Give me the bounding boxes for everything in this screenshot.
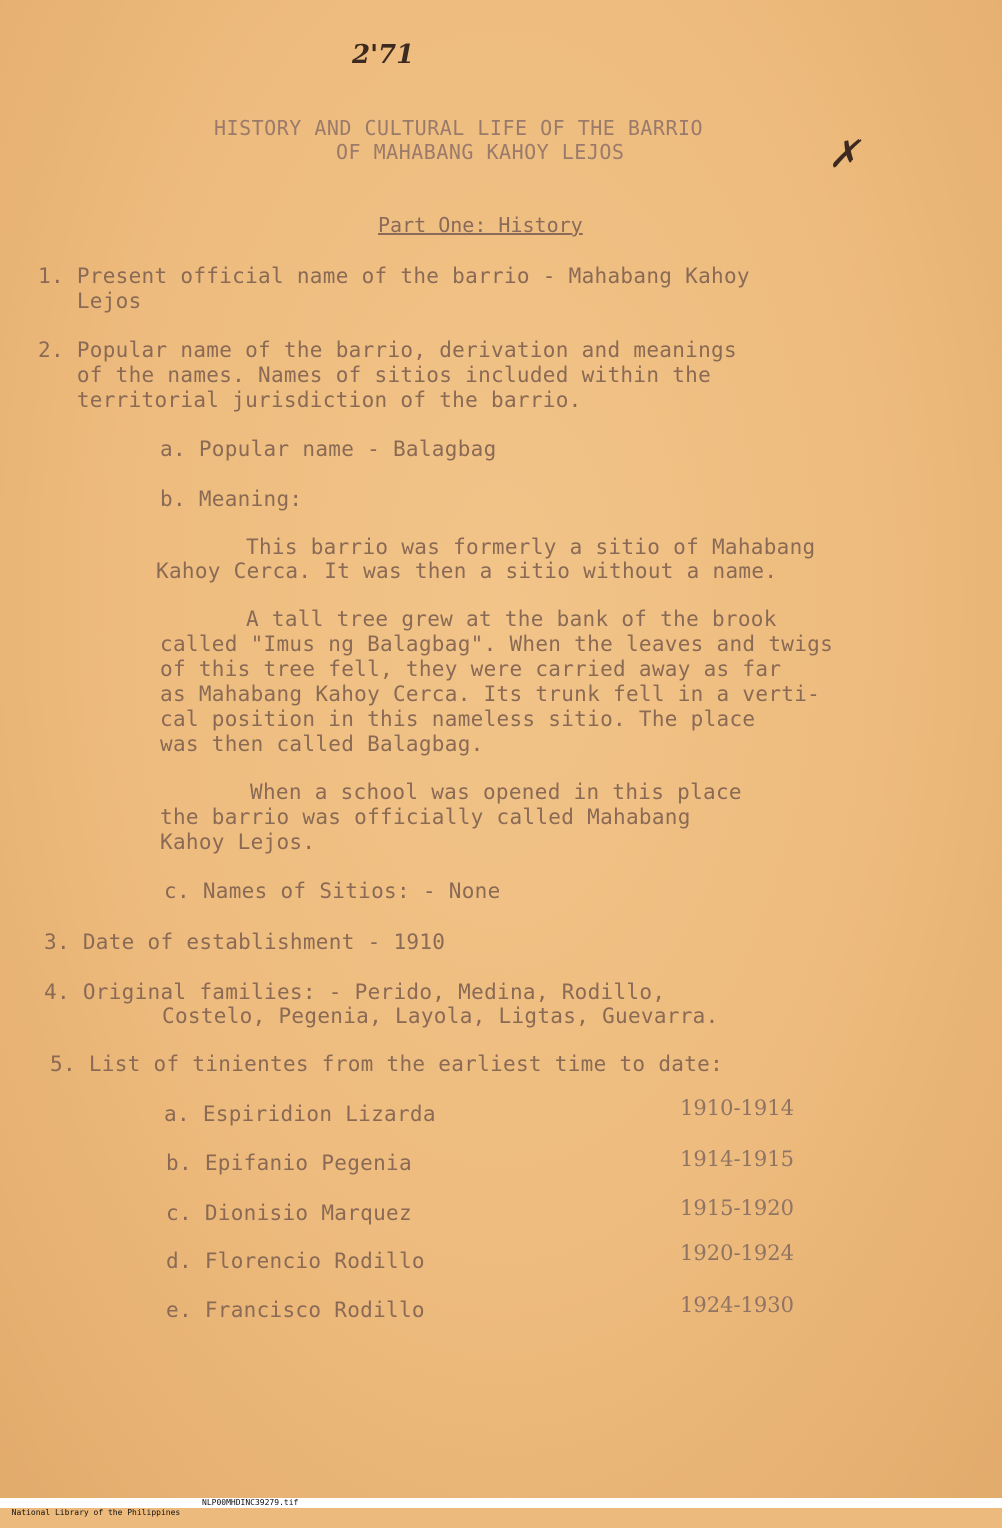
para-1-line-2: Kahoy Cerca. It was then a sitio without a name. xyxy=(156,559,778,583)
tiniente-name: b. Epifanio Pegenia xyxy=(166,1151,412,1175)
para-2-line-6: was then called Balagbag. xyxy=(160,732,484,756)
para-3-line-2: the barrio was officially called Mahabang xyxy=(160,805,691,829)
tiniente-name: e. Francisco Rodillo xyxy=(166,1298,425,1322)
item-2b: b. Meaning: xyxy=(160,487,303,511)
scan-footer xyxy=(0,1498,1002,1517)
document-title-line-2: OF MAHABANG KAHOY LEJOS xyxy=(336,140,625,164)
para-2-line-5: cal position in this nameless sitio. The place xyxy=(160,707,756,731)
item-4-line-2: Costelo, Pegenia, Layola, Ligtas, Guevarra. xyxy=(162,1004,719,1028)
item-5: 5. List of tinientes from the earliest time to date: xyxy=(50,1052,724,1076)
item-2-line-2: of the names. Names of sitios included within the xyxy=(38,363,712,387)
tiniente-years: 1920-1924 xyxy=(680,1241,794,1265)
para-3-line-3: Kahoy Lejos. xyxy=(160,830,316,854)
tiniente-name: d. Florencio Rodillo xyxy=(166,1249,425,1273)
handwritten-page-number: 2'71 xyxy=(352,40,415,70)
item-2a: a. Popular name - Balagbag xyxy=(160,437,497,461)
para-1-line-1: This barrio was formerly a sitio of Mahabang xyxy=(246,535,816,559)
item-1-line-1: 1. Present official name of the barrio - Mahabang Kahoy xyxy=(38,264,750,288)
para-2-line-2: called "Imus ng Balagbag". When the leaves and twigs xyxy=(160,632,834,656)
item-1-line-2: Lejos xyxy=(38,289,142,313)
item-4-line-1: 4. Original families: - Perido, Medina, Rodillo, xyxy=(44,980,666,1004)
tiniente-name: c. Dionisio Marquez xyxy=(166,1201,412,1225)
handwritten-check-mark: ✗ xyxy=(828,132,860,176)
part-heading: Part One: History xyxy=(378,213,583,237)
footer-library: National Library of the Philippines xyxy=(11,1508,181,1517)
para-2-line-1: A tall tree grew at the bank of the brook xyxy=(246,607,777,631)
tiniente-years: 1924-1930 xyxy=(680,1293,794,1317)
para-2-line-3: of this tree fell, they were carried away as far xyxy=(160,657,782,681)
item-2-line-3: territorial jurisdiction of the barrio. xyxy=(38,388,582,412)
item-2c: c. Names of Sitios: - None xyxy=(164,879,501,903)
tiniente-years: 1910-1914 xyxy=(680,1096,794,1120)
tiniente-years: 1914-1915 xyxy=(680,1147,794,1171)
item-3: 3. Date of establishment - 1910 xyxy=(44,930,446,954)
item-2-line-1: 2. Popular name of the barrio, derivation and meanings xyxy=(38,338,737,362)
document-title-line-1: HISTORY AND CULTURAL LIFE OF THE BARRIO xyxy=(214,116,704,140)
para-2-line-4: as Mahabang Kahoy Cerca. Its trunk fell in a verti- xyxy=(160,682,821,706)
tiniente-name: a. Espiridion Lizarda xyxy=(164,1102,436,1126)
para-3-line-1: When a school was opened in this place xyxy=(250,780,742,804)
tiniente-years: 1915-1920 xyxy=(680,1196,794,1220)
footer-file-name: NLP00MHDINC39279.tif xyxy=(202,1498,299,1507)
